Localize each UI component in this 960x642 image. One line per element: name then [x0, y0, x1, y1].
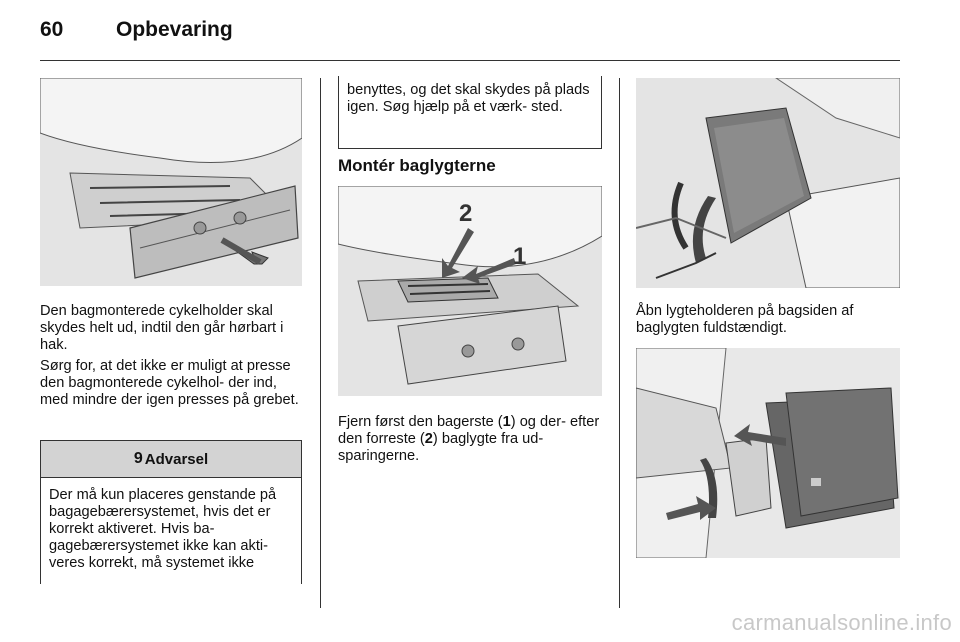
callout-number: 2 [459, 200, 473, 227]
illustration-bike-carrier-pull-out [40, 78, 302, 286]
watermark: carmanualsonline.info [731, 610, 952, 635]
caption-text: Fjern først den bagerste ( [338, 414, 503, 430]
warning-continuation-text: benyttes, og det skal skydes på plads igen. Søg hjælp på et værk- sted. [347, 82, 590, 115]
section-heading: Montér baglygterne [338, 156, 496, 175]
warning-box [40, 440, 302, 584]
page-title: Opbevaring [116, 18, 233, 41]
warning-title: Advarsel [144, 450, 209, 468]
instruction-paragraph: Den bagmonterede cykelholder skal skydes helt ud, indtil den går hørbart i hak. [40, 303, 284, 353]
column-separator [619, 78, 620, 608]
warning-header [41, 441, 301, 478]
caption-text: ) og der- efter den forreste ( [338, 414, 600, 447]
warning-icon: 9 [133, 450, 143, 467]
column-separator [320, 78, 321, 608]
caption-reference: 2 [424, 431, 433, 447]
callout-number: 1 [513, 243, 527, 270]
instruction-paragraph: Sørg for, at det ikke er muligt at presse den bagmonterede cykelhol- der ind, med mindre der igen presses på grebet. [40, 358, 299, 408]
header-rule [40, 60, 900, 61]
caption-reference: 1 [502, 414, 511, 430]
instruction-paragraph: Åbn lygteholderen på bagsiden af baglygten fuldstændigt. [636, 303, 854, 336]
instruction-paragraph [338, 414, 608, 465]
warning-body: Der må kun placeres genstande på bagagebærersystemet, hvis det er korrekt aktiveret. Hvis ba- gagebærersystemet ikke kan akti- veres korrekt, må systemet ikke [49, 487, 277, 571]
page-number: 60 [40, 18, 64, 41]
caption-text: ) baglygte fra ud- sparingerne. [338, 431, 544, 464]
illustration-open-lamp-holder [636, 78, 900, 288]
illustration-taillight-holder-detail [636, 348, 900, 558]
warning-continuation-box [338, 76, 602, 149]
